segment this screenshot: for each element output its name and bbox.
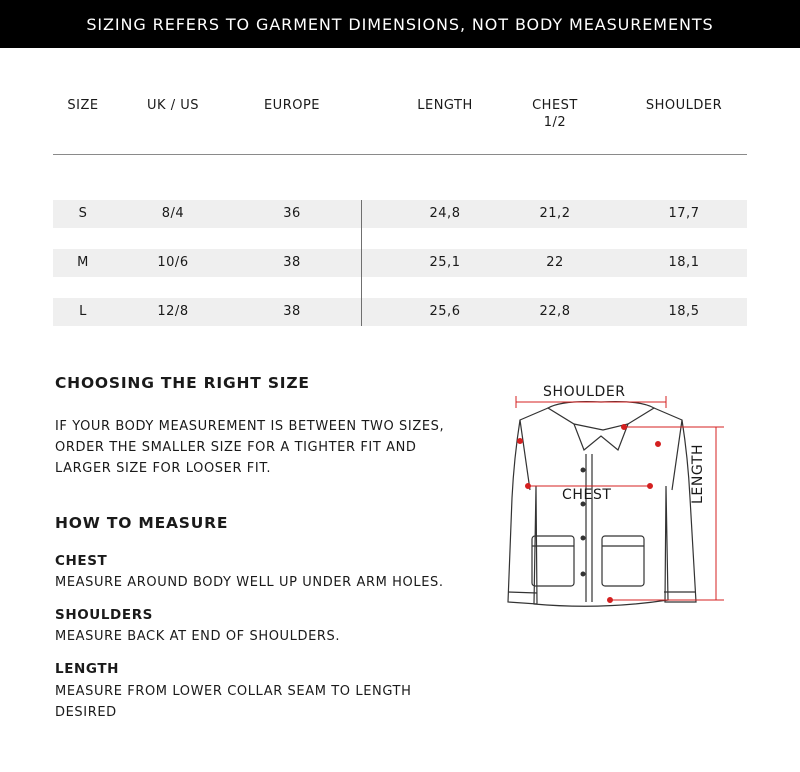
- cell-length: 25,1: [429, 255, 461, 270]
- length-label: LENGTH: [690, 443, 706, 504]
- table-row: [53, 298, 747, 326]
- cell-ukus: 12/8: [157, 304, 189, 319]
- choosing-line: IF YOUR BODY MEASUREMENT IS BETWEEN TWO SIZES,: [55, 419, 445, 434]
- cell-chest: 22: [546, 255, 564, 270]
- chest-label: CHEST: [562, 487, 612, 503]
- jacket-outline: [508, 402, 696, 607]
- jacket-diagram: [490, 378, 790, 618]
- cell-ukus: 8/4: [161, 206, 185, 221]
- length-title: LENGTH: [55, 661, 120, 677]
- header-length: LENGTH: [417, 98, 473, 113]
- cell-length: 24,8: [429, 206, 461, 221]
- chest-title: CHEST: [55, 553, 108, 569]
- shoulders-title: SHOULDERS: [55, 607, 154, 623]
- header-chest-line1: CHEST: [532, 98, 578, 113]
- cell-chest: 22,8: [539, 304, 571, 319]
- cell-length: 25,6: [429, 304, 461, 319]
- jacket-buttons: [581, 468, 586, 577]
- shoulder-label: SHOULDER: [543, 384, 626, 400]
- cell-shoulder: 17,7: [668, 206, 700, 221]
- cell-chest: 21,2: [539, 206, 571, 221]
- choosing-text: [55, 416, 444, 479]
- choosing-line: ORDER THE SMALLER SIZE FOR A TIGHTER FIT AND: [55, 440, 417, 455]
- table-column-divider: [361, 200, 362, 326]
- choosing-title: CHOOSING THE RIGHT SIZE: [55, 374, 310, 392]
- banner-text: SIZING REFERS TO GARMENT DIMENSIONS, NOT BODY MEASUREMENTS: [86, 14, 714, 34]
- header-ukus: UK / US: [147, 98, 199, 113]
- header-europe: EUROPE: [263, 98, 321, 113]
- header-divider: [53, 154, 747, 155]
- sizing-banner: [0, 0, 800, 48]
- length-text: [55, 681, 411, 723]
- cell-europe: 36: [283, 206, 301, 221]
- table-row: [53, 249, 747, 277]
- cell-shoulder: 18,1: [668, 255, 700, 270]
- cell-size: L: [79, 304, 87, 319]
- choosing-line: LARGER SIZE FOR LOOSER FIT.: [55, 461, 272, 476]
- header-shoulder: SHOULDER: [645, 98, 723, 113]
- shoulders-text: MEASURE BACK AT END OF SHOULDERS.: [55, 629, 341, 644]
- how-to-title: HOW TO MEASURE: [55, 514, 229, 532]
- cell-size: M: [77, 255, 89, 270]
- jacket-illustration: [490, 378, 790, 618]
- header-chest: [513, 97, 597, 131]
- table-row: [53, 200, 747, 228]
- header-chest-line2: 1/2: [543, 115, 567, 130]
- length-line: DESIRED: [55, 705, 117, 720]
- chest-text: MEASURE AROUND BODY WELL UP UNDER ARM HOLES.: [55, 575, 444, 590]
- cell-size: S: [78, 206, 88, 221]
- length-line: MEASURE FROM LOWER COLLAR SEAM TO LENGTH: [55, 684, 412, 699]
- cell-ukus: 10/6: [157, 255, 189, 270]
- cell-europe: 38: [283, 255, 301, 270]
- header-size: SIZE: [67, 98, 99, 113]
- cell-shoulder: 18,5: [668, 304, 700, 319]
- cell-europe: 38: [283, 304, 301, 319]
